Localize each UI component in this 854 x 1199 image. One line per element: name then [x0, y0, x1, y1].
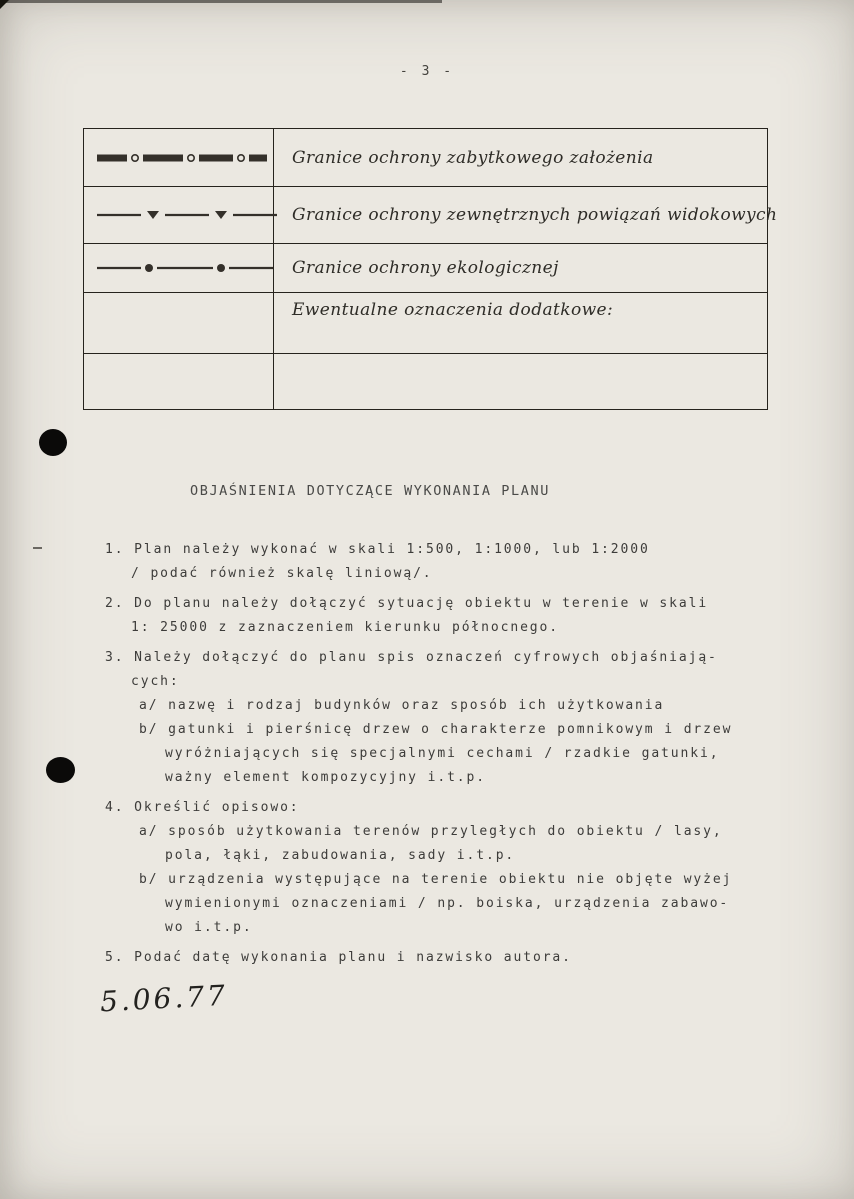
table-row	[84, 293, 768, 354]
legend-symbol-cell	[84, 354, 274, 410]
legend-symbol-cell	[84, 187, 274, 244]
text-line: 1. Plan należy wykonać w skali 1:500, 1:1000, lub 1:2000	[105, 542, 650, 557]
text-line: a/ sposób użytkowania terenów przyległych do obiektu / lasy,	[139, 824, 723, 839]
table-row	[84, 129, 768, 187]
text-line: wyróżniających się specjalnymi cechami / rzadkie gatunki,	[165, 746, 720, 761]
handwritten-date: 5.06.77	[99, 978, 229, 1019]
stray-mark	[33, 547, 42, 549]
table-row	[84, 354, 768, 410]
legend-symbol-cell	[84, 244, 274, 293]
instructions-text	[105, 538, 732, 970]
legend-label: Granice ochrony ekologicznej	[274, 244, 768, 293]
table-row	[84, 244, 768, 293]
text-line: b/ gatunki i pierśnicę drzew o charakterze pomnikowym i drzew	[139, 722, 733, 737]
text-line: b/ urządzenia występujące na terenie obiektu nie objęte wyżej	[139, 872, 733, 887]
text-line: wymienionymi oznaczeniami / np. boiska, urządzenia zabawo-	[165, 896, 730, 911]
legend-symbol-cell	[84, 293, 274, 354]
text-line: 1: 25000 z zaznaczeniem kierunku północnego.	[131, 620, 559, 635]
legend-symbol-cell	[84, 129, 274, 187]
text-line: a/ nazwę i rodzaj budynków oraz sposób ich użytkowania	[139, 698, 665, 713]
text-line: wo i.t.p.	[165, 920, 253, 935]
legend-label: Granice ochrony zewnętrznych powiązań widokowych	[274, 187, 768, 244]
text-line: 3. Należy dołączyć do planu spis oznaczeń cyfrowych objaśniają-	[105, 650, 718, 665]
view-links-boundary-symbol-icon	[97, 208, 277, 222]
text-line: ważny element kompozycyjny i.t.p.	[165, 770, 486, 785]
monument-boundary-symbol-icon	[97, 151, 269, 165]
table-row	[84, 187, 768, 244]
section-heading: OBJAŚNIENIA DOTYCZĄCE WYKONANIA PLANU	[190, 483, 550, 499]
page-number: - 3 -	[399, 64, 455, 79]
legend-label: Ewentualne oznaczenia dodatkowe:	[274, 293, 768, 354]
scan-edge-artifact	[0, 0, 442, 3]
corner-artifact	[0, 0, 9, 9]
text-line: cych:	[131, 674, 180, 689]
legend-table	[83, 128, 778, 410]
text-line: 5. Podać datę wykonania planu i nazwisko autora.	[105, 950, 572, 965]
legend-label: Granice ochrony zabytkowego założenia	[274, 129, 768, 187]
ecological-boundary-symbol-icon	[97, 261, 273, 275]
text-line: 2. Do planu należy dołączyć sytuację obiektu w terenie w skali	[105, 596, 709, 611]
text-line: / podać również skalę liniową/.	[131, 566, 433, 581]
legend-label	[274, 354, 768, 410]
text-line: 4. Określić opisowo:	[105, 800, 300, 815]
hole-punch-bottom	[46, 757, 75, 783]
text-line: pola, łąki, zabudowania, sady i.t.p.	[165, 848, 516, 863]
hole-punch-top	[39, 429, 67, 456]
